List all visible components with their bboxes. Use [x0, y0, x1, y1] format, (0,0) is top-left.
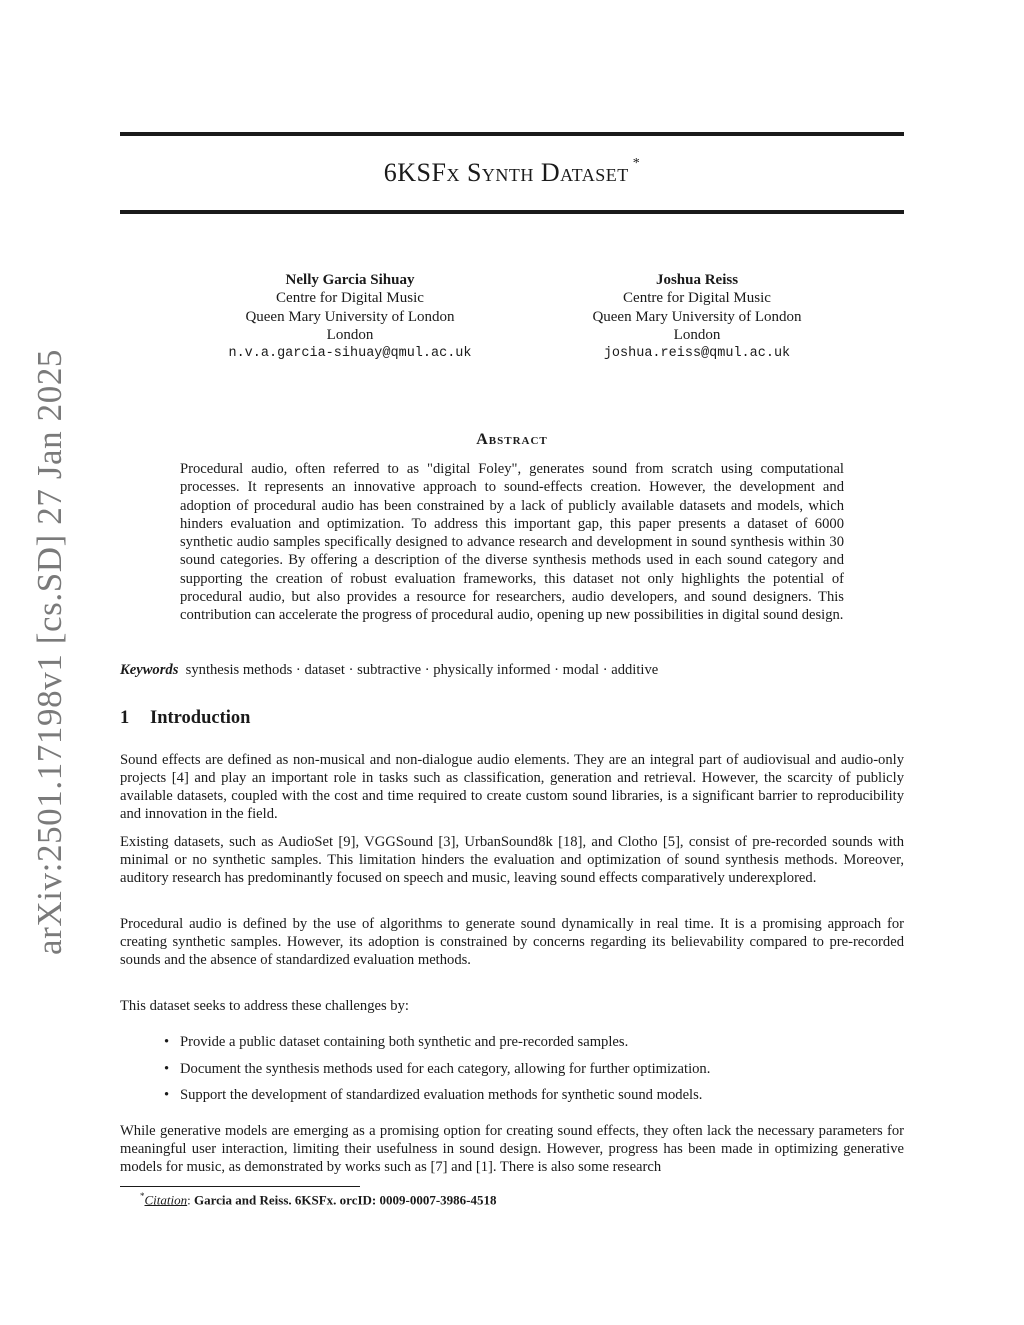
list-item — [164, 1086, 904, 1113]
intro-paragraph-2: Existing datasets, such as AudioSet [9], VGGSound [3], UrbanSound8k [18], and Clotho [5], consist of pre-recorded sounds with minimal or no synthetic samples. This limitation hinders the evaluation and optimization of sound synthesis methods. Moreover, auditory research has predominantly focused on speech and music, leaving sound effects comparatively underexplored. — [120, 834, 904, 887]
footnote-text: Garcia and Reiss. 6KSFx. orcID: 0009-0007-3986-4518 — [194, 1192, 497, 1208]
author-block-2 — [532, 271, 862, 363]
author-name: Joshua Reiss — [655, 272, 739, 288]
author-affiliation: Centre for Digital Music — [276, 290, 424, 307]
list-item-text: Provide a public dataset containing both synthetic and pre-recorded samples. — [180, 1034, 629, 1050]
abstract-heading — [120, 431, 904, 449]
footnote-rule — [120, 1186, 360, 1187]
intro-paragraph-1: Sound effects are defined as non-musical and non-dialogue audio elements. They are an integral part of audiovisual and audio-only projects [4] and play an important role in tasks such as classification, generation and retrieval. However, the scarcity of publicly available datasets, coupled with the cost and time required to create custom sound libraries, is a significant barrier to reproducibility and innovation in the field. — [120, 752, 904, 823]
list-item — [164, 1060, 904, 1087]
challenges-list — [164, 1033, 904, 1113]
list-item-text: Support the development of standardized evaluation methods for synthetic sound models. — [180, 1087, 703, 1103]
intro-paragraph-4: This dataset seeks to address these challenges by: — [120, 998, 409, 1014]
author-affiliation: Centre for Digital Music — [623, 290, 771, 307]
author-email[interactable]: joshua.reiss@qmul.ac.uk — [603, 345, 791, 361]
list-item — [164, 1033, 904, 1060]
paper-title-text: 6KSFx Synth Dataset — [383, 158, 629, 187]
title-rule-top — [120, 132, 904, 136]
footnote-mark: * — [140, 1191, 145, 1201]
bullet-icon: • — [164, 1034, 170, 1050]
abstract-heading-text: Abstract — [476, 431, 548, 448]
footnote: *Citation: Garcia and Reiss. 6KSFx. orcID: 0009-0007-3986-4518 — [140, 1191, 497, 1208]
abstract-body: Procedural audio, often referred to as "digital Foley", generates sound from scratch using computational processes. It represents an innovative approach to sound-effects creation. However, the development and adoption of procedural audio has been constrained by a lack of publicly available datasets and models, which hinders evaluation and optimization. To address this important gap, this paper presents a dataset of 6000 synthetic audio samples specifically designed to advance research and development in sound synthesis within 30 sound categories. By offering a description of the diverse synthesis methods used in each sound category and supporting the creation of robust evaluation frameworks, this dataset not only highlights the potential of procedural audio, but also provides a resource for researchers, audio developers, and sound designers. This contribution can accelerate the progress of procedural audio, opening up new possibilities in digital sound design. — [180, 461, 844, 624]
keywords-label: Keywords — [120, 662, 179, 678]
author-city: London — [673, 327, 721, 344]
section-number: 1 — [120, 708, 130, 728]
author-name: Nelly Garcia Sihuay — [285, 272, 415, 288]
paper-title — [120, 158, 904, 188]
intro-paragraph-5: While generative models are emerging as a promising option for creating sound effects, they often lack the necessary parameters for meaningful user interaction, limiting their usefulness in sound design. However, progress has been made in optimizing generative models for music, as demonstrated by works such as [7] and [1]. There is also some research — [120, 1123, 904, 1176]
footnote-label[interactable]: Citation — [144, 1192, 188, 1208]
keywords-line — [120, 662, 904, 679]
list-item-text: Document the synthesis methods used for each category, allowing for further optimization. — [180, 1060, 711, 1077]
arxiv-identifier: arXiv:2501.17198v1 [cs.SD] 27 Jan 2025 — [30, 348, 69, 956]
title-footnote-mark[interactable]: * — [632, 156, 641, 171]
author-institution: Queen Mary University of London — [592, 308, 802, 325]
author-block-1 — [185, 271, 515, 363]
bullet-icon: • — [164, 1087, 170, 1103]
author-institution: Queen Mary University of London — [245, 308, 455, 325]
section-heading-introduction — [120, 708, 250, 729]
author-email[interactable]: n.v.a.garcia-sihuay@qmul.ac.uk — [228, 345, 472, 361]
intro-paragraph-3: Procedural audio is defined by the use of algorithms to generate sound dynamically in real time. It is a promising approach for creating synthetic samples. However, its adoption is constrained by concerns regarding its believability compared to pre-recorded sounds and the absence of standardized evaluation methods. — [120, 916, 904, 969]
author-city: London — [326, 327, 374, 344]
section-title: Introduction — [150, 708, 251, 728]
title-rule-bottom — [120, 210, 904, 214]
keywords-list: synthesis methods · dataset · subtractive · physically informed · modal · additive — [185, 662, 659, 678]
bullet-icon: • — [164, 1060, 170, 1077]
